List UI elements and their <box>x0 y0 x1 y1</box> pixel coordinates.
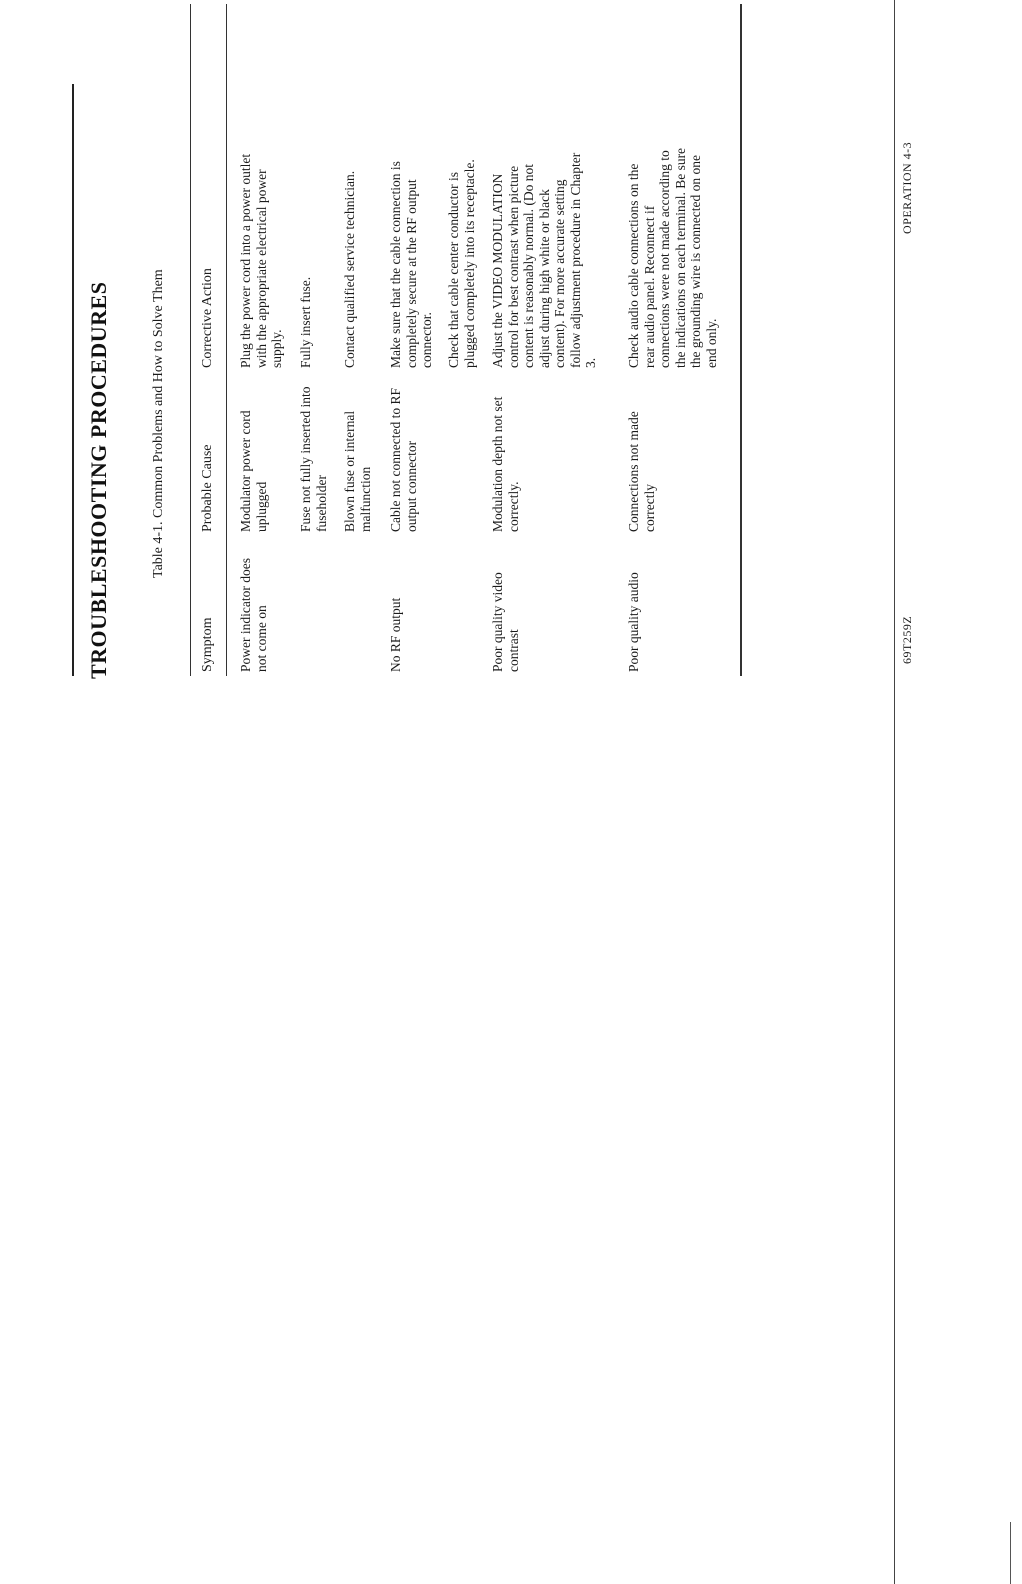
table-caption: Table 4-1. Common Problems and How to Solve Them <box>151 269 166 578</box>
section-page-number: OPERATION 4-3 <box>900 141 914 234</box>
header-action: Corrective Action <box>200 268 215 368</box>
header-bottom-rule <box>226 4 227 676</box>
footer-rule <box>894 0 895 1584</box>
row6-action: Adjust the VIDEO MODULATION control for best contrast when picture content is reasonably normal. (Do not adjust during high white or black content). For more accurate setting follow adjustment procedure in Chapter 3. <box>490 152 598 368</box>
row6-cause: Modulation depth not set correctly. <box>490 396 521 532</box>
page-title: TROUBLESHOOTING PROCEDURES <box>86 281 111 679</box>
row3-action: Contact qualified service technician. <box>342 170 357 368</box>
row4-symptom: No RF output <box>388 597 403 672</box>
top-rule <box>72 84 74 676</box>
row1-action: Plug the power cord into a power outlet with the appropriate electrical power supply. <box>238 153 284 368</box>
table-bottom-rule <box>740 4 742 676</box>
row5-action: Check that cable center conductor is plugged completely into its receptacle. <box>446 159 477 368</box>
header-symptom: Symptom <box>200 617 215 672</box>
header-cause: Probable Cause <box>200 444 215 532</box>
header-top-rule <box>190 4 191 676</box>
row7-cause: Connections not made correctly <box>626 411 657 532</box>
row7-symptom: Poor quality audio <box>626 572 641 672</box>
row4-cause: Cable not connected to RF output connector <box>388 388 419 532</box>
row1-cause: Modulator power cord uplugged <box>238 410 269 532</box>
scan-edge-line <box>1010 1522 1011 1584</box>
row7-action: Check audio cable connections on the rear audio panel. Reconnect if connections were not made according to the indications on each terminal. Be sure the grounding wire is connected on one end only. <box>626 147 719 368</box>
row4-action: Make sure that the cable connection is completely secure at the RF output connector. <box>388 161 434 368</box>
document-number: 69T259Z <box>900 615 914 664</box>
row2-cause: Fuse not fully inserted into fuseholder <box>298 386 329 532</box>
row2-action: Fully insert fuse. <box>298 276 313 368</box>
row1-symptom: Power indicator does not come on <box>238 558 269 672</box>
row3-cause: Blown fuse or internal malfunction <box>342 410 373 532</box>
row6-symptom: Poor quality video contrast <box>490 572 521 672</box>
